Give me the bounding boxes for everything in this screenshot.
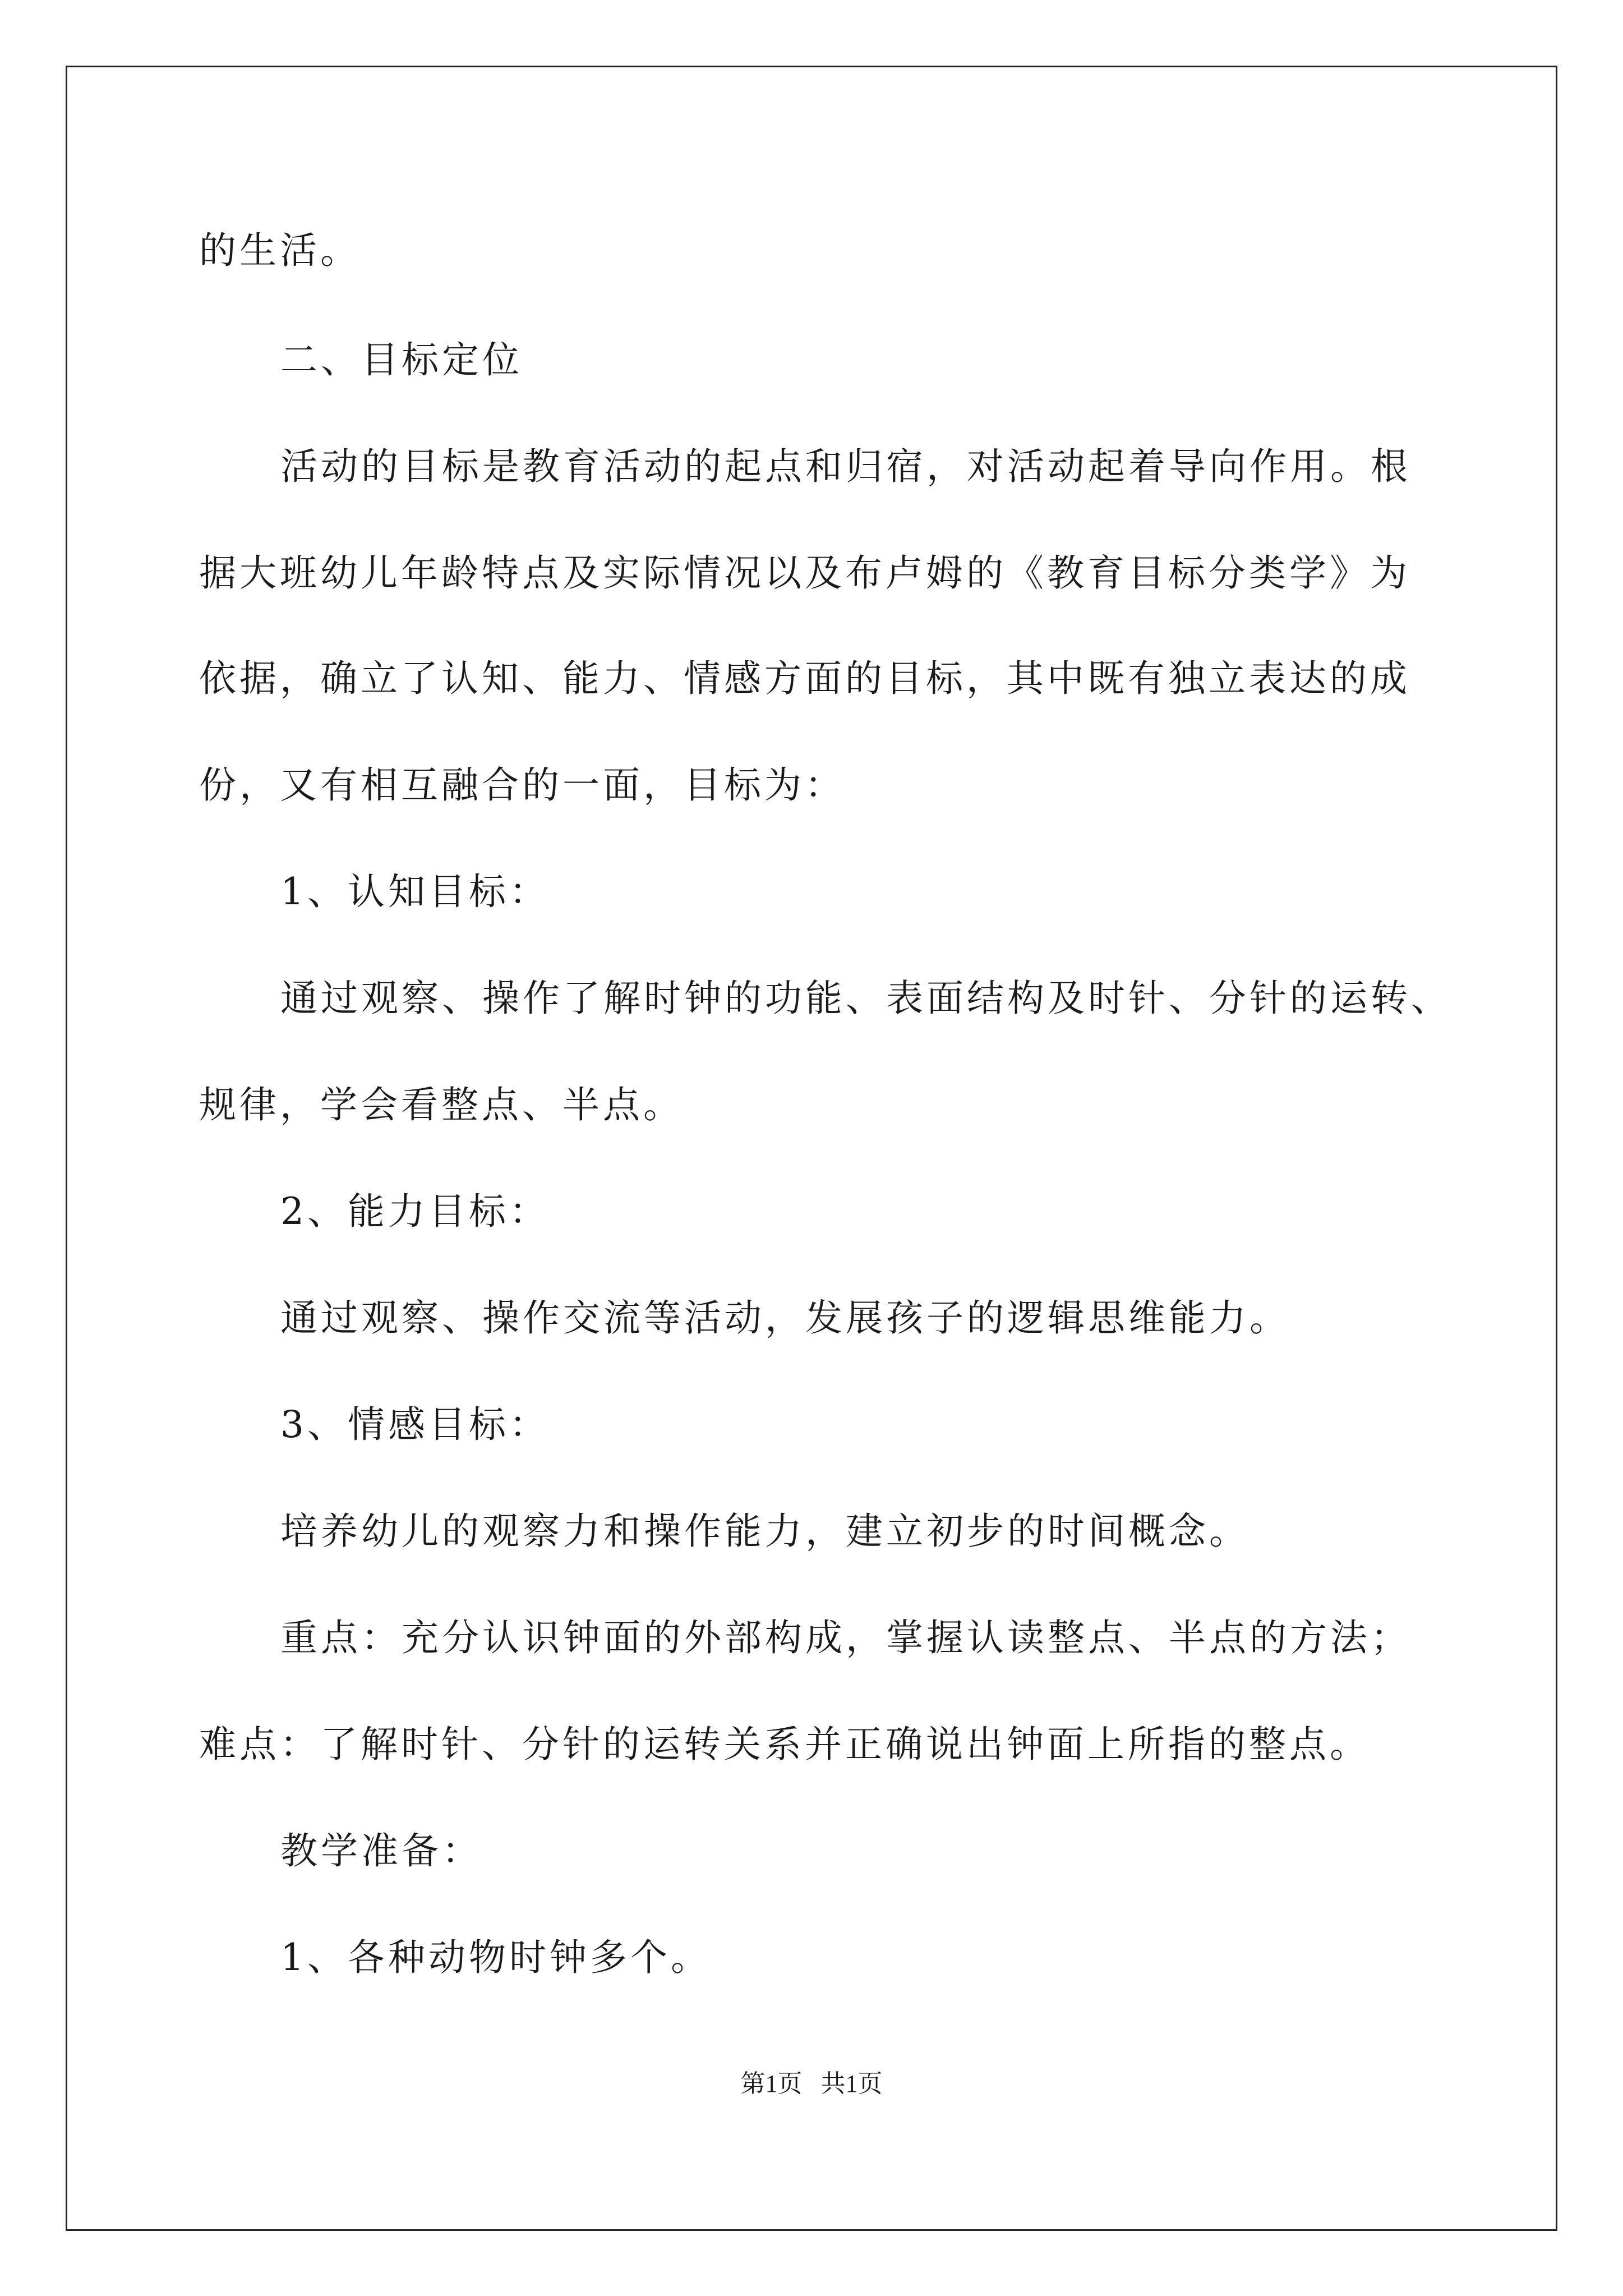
paragraph-line: 依据，确立了认知、能力、情感方面的目标，其中既有独立表达的成 <box>199 657 1410 700</box>
key-point-line: 重点：充分认识钟面的外部构成，掌握认读整点、半点的方法； <box>280 1616 1411 1659</box>
cognitive-goal-heading: 1、认知目标： <box>280 870 550 913</box>
page-footer: 第1页 共1页 <box>740 2070 883 2097</box>
difficulty-line: 难点：了解时针、分针的运转关系并正确说出钟面上所指的整点。 <box>199 1723 1370 1766</box>
paragraph-line: 份，又有相互融合的一面，目标为： <box>199 763 845 807</box>
ability-goal-heading: 2、能力目标： <box>280 1190 550 1233</box>
paragraph-line: 据大班幼儿年龄特点及实际情况以及布卢姆的《教育目标分类学》为 <box>199 551 1410 595</box>
paragraph-line: 通过观察、操作了解时钟的功能、表面结构及时针、分针的运转、 <box>280 977 1451 1020</box>
preparation-item: 1、各种动物时钟多个。 <box>280 1936 711 1979</box>
emotion-goal-heading: 3、情感目标： <box>280 1403 550 1446</box>
section-heading-goal-positioning: 二、目标定位 <box>280 338 523 381</box>
paragraph-line: 培养幼儿的观察力和操作能力，建立初步的时间概念。 <box>280 1510 1249 1553</box>
paragraph-line: 规律，学会看整点、半点。 <box>199 1083 684 1126</box>
text-line-continuation: 的生活。 <box>199 229 361 272</box>
paragraph-line: 通过观察、操作交流等活动，发展孩子的逻辑思维能力。 <box>280 1296 1290 1340</box>
page-border <box>66 66 1557 2231</box>
paragraph-line: 活动的目标是教育活动的起点和归宿，对活动起着导向作用。根 <box>280 445 1411 488</box>
teaching-preparation-heading: 教学准备： <box>280 1829 482 1872</box>
